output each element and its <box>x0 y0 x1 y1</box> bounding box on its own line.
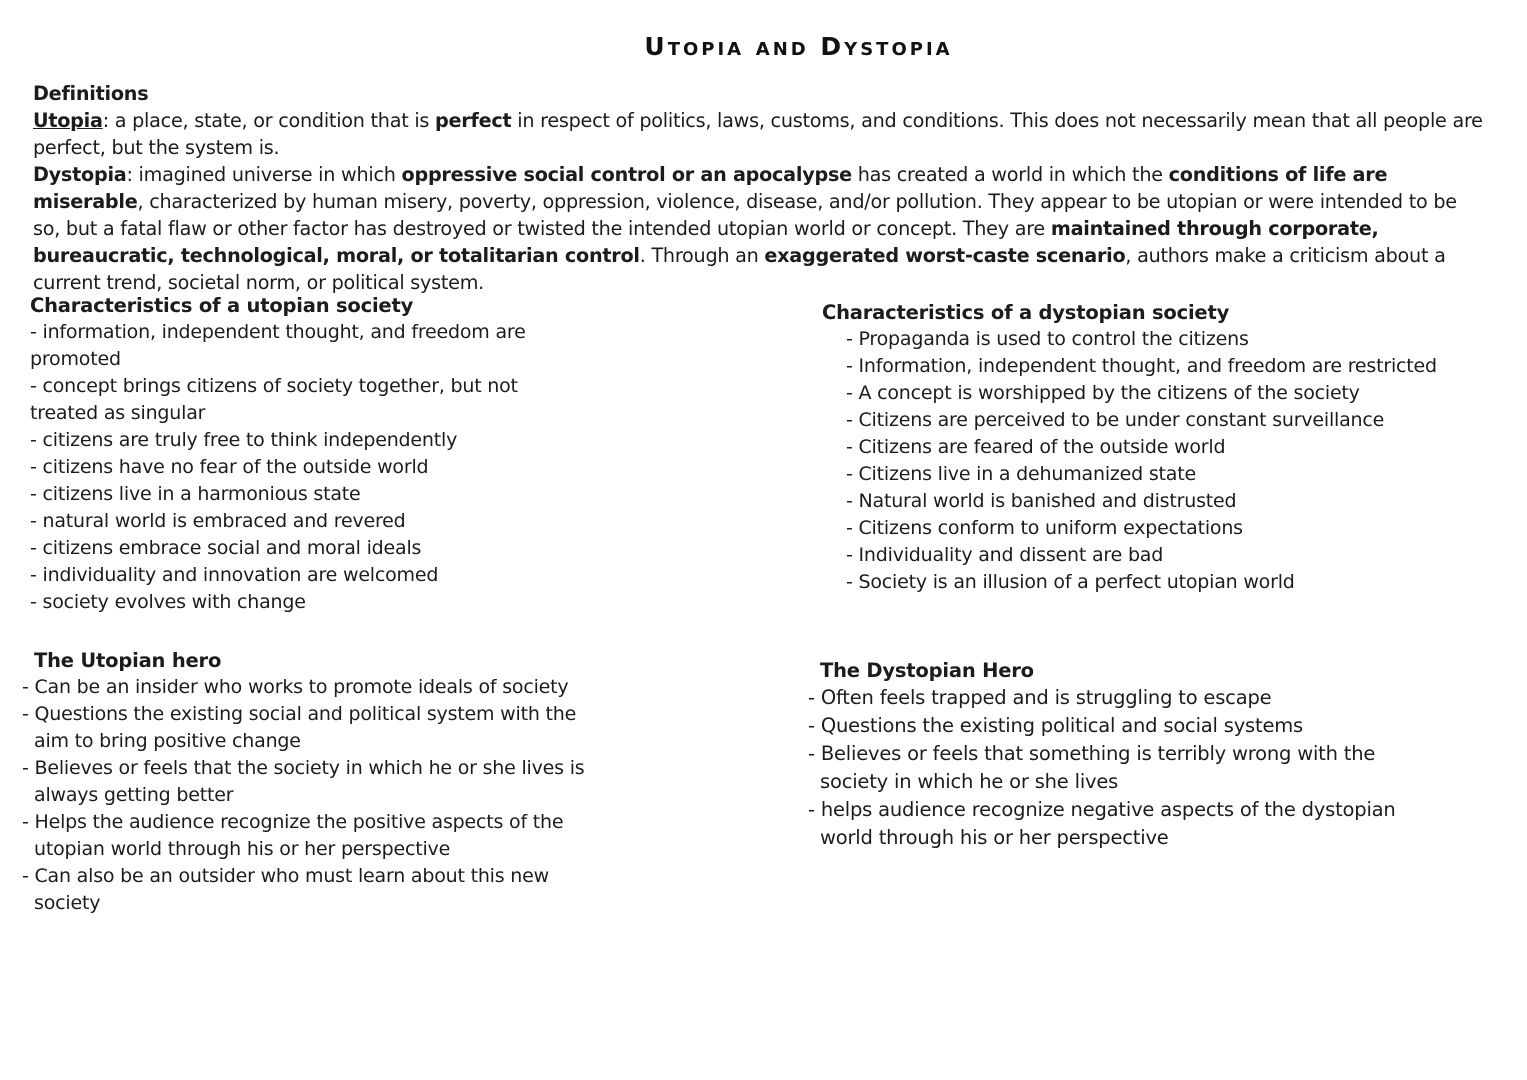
list-item: - Believes or feels that something is terribly wrong with the society in which he or she lives <box>808 742 1376 793</box>
dystopia-definition <box>33 161 1483 296</box>
dystopia-bold-2: conditions of life are miserable <box>33 163 1388 213</box>
definitions-section <box>33 80 1483 296</box>
list-item: - Citizens are feared of the outside world <box>846 436 1226 458</box>
dystopian-characteristics-section <box>822 299 1502 596</box>
list-item: - Citizens live in a dehumanized state <box>846 463 1196 485</box>
list-item: - Questions the existing political and social systems <box>808 714 1304 737</box>
utopia-text-1: : a place, state, or condition that is <box>102 109 436 132</box>
list-item: - citizens live in a harmonious state <box>30 483 361 505</box>
list-item: - Questions the existing social and political system with the aim to bring positive change <box>22 703 577 752</box>
utopian-hero-heading: The Utopian hero <box>34 649 222 672</box>
dystopia-bold-4: exaggerated worst-caste scenario <box>764 244 1126 267</box>
dystopian-characteristics-heading: Characteristics of a dystopian society <box>822 301 1230 324</box>
list-item: - helps audience recognize negative aspects of the dystopian world through his or her perspective <box>808 798 1396 849</box>
dystopia-text-2: has created a world in which the <box>851 163 1169 186</box>
list-item: - Can be an insider who works to promote ideals of society <box>22 676 569 698</box>
list-item: - Helps the audience recognize the positive aspects of the utopian world through his or her perspective <box>22 811 564 860</box>
dystopian-characteristics-list <box>822 326 1502 596</box>
list-item: - individuality and innovation are welcomed <box>30 564 439 586</box>
list-item: - information, independent thought, and freedom are promoted <box>30 321 526 370</box>
list-item: - Often feels trapped and is struggling to escape <box>808 686 1272 709</box>
list-item: - Society is an illusion of a perfect utopian world <box>846 571 1295 593</box>
list-item: - Information, independent thought, and freedom are restricted <box>846 355 1437 377</box>
list-item: - concept brings citizens of society together, but not treated as singular <box>30 375 518 424</box>
list-item: - citizens are truly free to think independently <box>30 429 458 451</box>
dystopian-hero-list <box>808 684 1420 852</box>
dystopia-text-3: , characterized by human misery, poverty, oppression, violence, disease, and/or pollution. They appear to be utopian or were intended to be so, but a fatal flaw or other factor has destroyed or twisted the intended utopian world or concept. They are <box>33 190 1457 240</box>
dystopia-bold-1: oppressive social control or an apocalypse <box>401 163 852 186</box>
utopian-characteristics-list <box>30 319 530 616</box>
dystopia-text-4: . Through an <box>639 244 765 267</box>
dystopian-hero-section <box>808 657 1420 852</box>
utopian-characteristics-section <box>30 292 530 616</box>
utopian-hero-list <box>22 674 614 917</box>
utopian-hero-section <box>22 647 614 917</box>
utopian-characteristics-heading: Characteristics of a utopian society <box>30 294 414 317</box>
utopia-bold-1: perfect <box>435 109 512 132</box>
list-item: - A concept is worshipped by the citizens of the society <box>846 382 1360 404</box>
list-item: - citizens embrace social and moral ideals <box>30 537 422 559</box>
list-item: - Believes or feels that the society in which he or she lives is always getting better <box>22 757 585 806</box>
list-item: - citizens have no fear of the outside world <box>30 456 429 478</box>
list-item: - Citizens conform to uniform expectations <box>846 517 1243 539</box>
dystopian-hero-heading: The Dystopian Hero <box>820 659 1034 682</box>
list-item: - natural world is embraced and revered <box>30 510 406 532</box>
list-item: - Propaganda is used to control the citizens <box>846 328 1249 350</box>
list-item: - Natural world is banished and distrusted <box>846 490 1237 512</box>
dystopia-term: Dystopia <box>33 163 127 186</box>
page-title: Utopia and Dystopia <box>644 32 953 61</box>
utopia-term: Utopia <box>33 109 103 132</box>
dystopia-bold-3: maintained through corporate, bureaucratic, technological, moral, or totalitarian control <box>33 217 1379 267</box>
list-item: - society evolves with change <box>30 591 306 613</box>
dystopia-text-1: : imagined universe in which <box>126 163 402 186</box>
list-item: - Can also be an outsider who must learn about this new society <box>22 865 549 914</box>
utopia-text-2: in respect of politics, laws, customs, and conditions. This does not necessarily mean that all people are perfect, but the system is. <box>33 109 1483 159</box>
dystopia-text-5: , authors make a criticism about a current trend, societal norm, or political system. <box>33 244 1446 294</box>
definitions-heading: Definitions <box>33 82 149 105</box>
list-item: - Individuality and dissent are bad <box>846 544 1164 566</box>
list-item: - Citizens are perceived to be under constant surveillance <box>846 409 1385 431</box>
utopia-definition <box>33 107 1483 161</box>
